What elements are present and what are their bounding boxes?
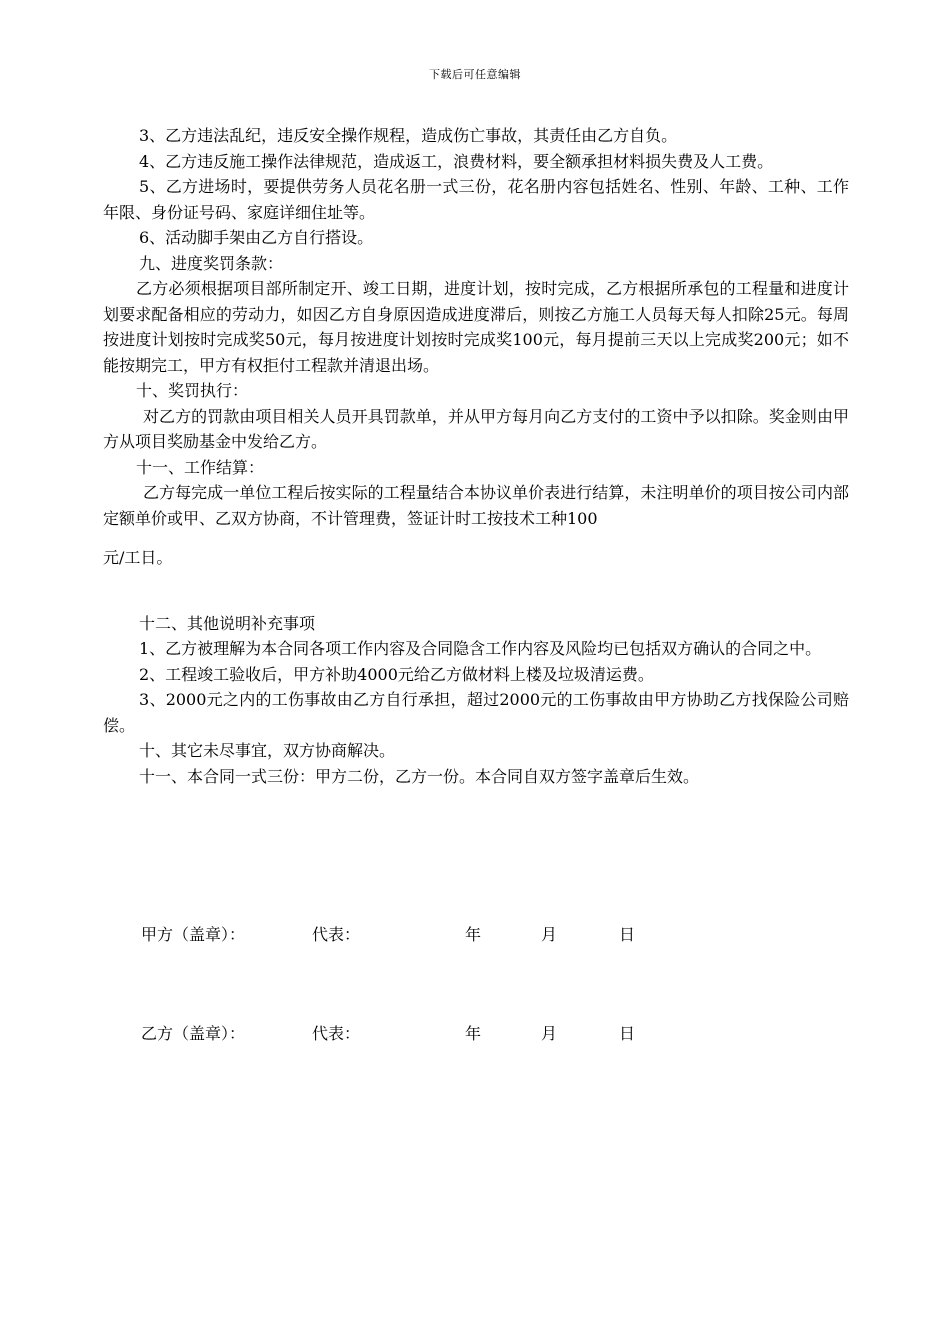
section-11-heading: 十一、工作结算： <box>136 457 265 477</box>
clause-8-3: 3、乙方违法乱纪，违反安全操作规程，造成伤亡事故，其责任由乙方自负。 <box>139 126 678 145</box>
section-9-body: 乙方必须根据项目部所制定开、竣工日期，进度计划，按时完成，乙方根据所承包的工程量和进度计划要求配备相应的劳动力，如因乙方自身原因造成进度滞后，则按乙方施工人员每天每人扣除25元。每周按进度计划按时完成奖50元，每月按进度计划按时完成奖100元，每月提前三天以上完成奖200元；如不能按期完工，甲方有权拒付工程款并清退出场。 <box>103 279 849 375</box>
clause-8-6: 6、活动脚手架由乙方自行搭设。 <box>139 228 374 247</box>
clause-other-matters: 十、其它未尽事宜，双方协商解决。 <box>139 741 396 760</box>
page-header: 下载后可任意编辑 <box>429 68 521 81</box>
party-a-seal-label: 甲方（盖章）： <box>141 925 246 944</box>
section-9-heading: 九、进度奖罚条款： <box>139 253 284 273</box>
party-a-year-label: 年 <box>465 925 482 944</box>
party-b-year-label: 年 <box>465 1024 482 1043</box>
section-12-heading: 十二、其他说明补充事项 <box>139 613 316 633</box>
section-11-body: 乙方每完成一单位工程后按实际的工程量结合本协议单价表进行结算，未注明单价的项目按公司内部定额单价或甲、乙双方协商，不计管理费，签证计时工按技术工种100 <box>103 483 849 528</box>
section-10-heading: 十、奖罚执行： <box>136 381 249 400</box>
clause-copies: 十一、本合同一式三份：甲方二份，乙方一份。本合同自双方签字盖章后生效。 <box>139 766 700 786</box>
party-a-representative-label: 代表： <box>312 925 361 944</box>
party-b-day-label: 日 <box>619 1024 636 1043</box>
party-b-seal-label: 乙方（盖章）： <box>141 1024 246 1043</box>
clause-12-2: 2、工程竣工验收后，甲方补助4000元给乙方做材料上楼及垃圾清运费。 <box>139 664 654 684</box>
clause-12-1: 1、乙方被理解为本合同各项工作内容及合同隐含工作内容及风险均已包括双方确认的合同之中。 <box>139 639 822 658</box>
clause-8-4: 4、乙方违反施工操作法律规范，造成返工，浪费材料，要全额承担材料损失费及人工费。 <box>139 151 774 171</box>
section-11-body-end: 元/工日。 <box>103 548 173 567</box>
clause-12-3: 3、2000元之内的工伤事故由乙方自行承担，超过2000元的工伤事故由甲方协助乙方找保险公司赔偿。 <box>103 690 849 735</box>
contract-body <box>103 123 849 789</box>
clause-8-5: 5、乙方进场时，要提供劳务人员花名册一式三份，花名册内容包括姓名、性别、年龄、工种、工作年限、身份证号码、家庭详细住址等。 <box>103 177 849 222</box>
party-a-day-label: 日 <box>619 925 636 944</box>
party-b-representative-label: 代表： <box>312 1024 361 1043</box>
section-10-body: 对乙方的罚款由项目相关人员开具罚款单，并从甲方每月向乙方支付的工资中予以扣除。奖金则由甲方从项目奖励基金中发给乙方。 <box>103 406 849 451</box>
party-a-month-label: 月 <box>541 925 558 944</box>
party-b-month-label: 月 <box>541 1024 558 1043</box>
